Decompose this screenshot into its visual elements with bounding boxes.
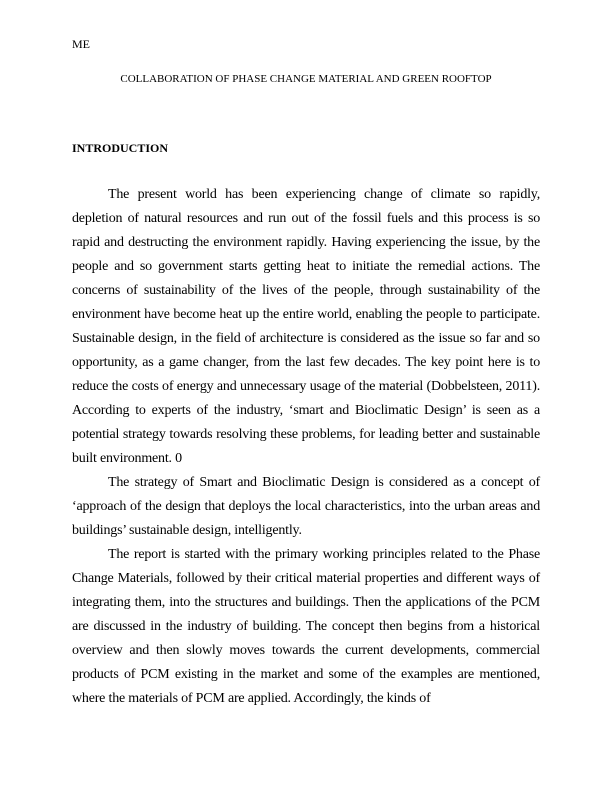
paragraph: The report is started with the primary working principles related to the Phase Change Materials, followed by their critical material properties and different ways of integrating them, into the structures and buildings. Then the applications of the PCM are discussed in the industry of building. The concept then begins from a historical overview and then slowly moves towards the current developments, commercial products of PCM existing in the market and some of the examples are mentioned, where the materials of PCM are applied. Accordingly, the kinds of bbox=[72, 547, 540, 706]
paragraph: The strategy of Smart and Bioclimatic Design is considered as a concept of ‘approach of the design that deploys the local characteristics, into the urban areas and buildings’ sustainable design, intelligently. bbox=[72, 475, 540, 538]
section-heading: INTRODUCTION bbox=[72, 141, 169, 155]
paragraph: The present world has been experiencing change of climate so rapidly, depletion of natural resources and run out of the fossil fuels and this process is so rapid and destructing the environment rapidly. Having experiencing the issue, by the people and so government starts getting heat to initiate the remedial actions. The concerns of sustainability of the lives of the people, through sustainability of the environment have become heat up the entire world, enabling the people to participate. Sustainable design, in the field of architecture is considered as the issue so far and so opportunity, as a game changer, from the last few decades. The key point here is to reduce the costs of energy and unnecessary usage of the material (Dobbelsteen, 2011). According to experts of the industry, ‘smart and Bioclimatic Design’ is seen as a potential strategy towards resolving these problems, for leading better and sustainable built environment. 0 bbox=[72, 187, 540, 466]
running-header: ME bbox=[72, 37, 90, 51]
document-title: COLLABORATION OF PHASE CHANGE MATERIAL AND GREEN ROOFTOP bbox=[120, 73, 492, 85]
body-text bbox=[72, 183, 540, 711]
